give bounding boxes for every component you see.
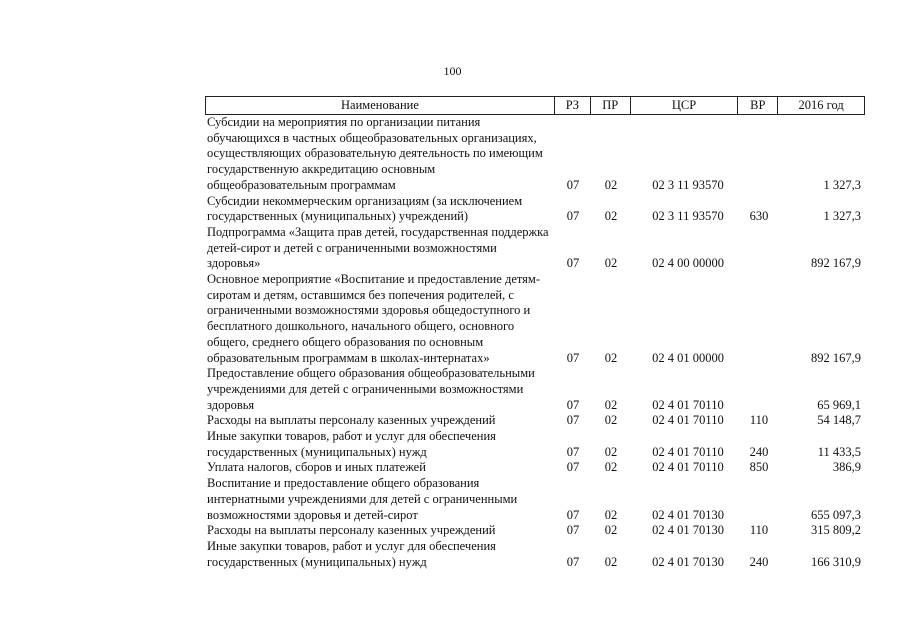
row-csr: 02 4 01 00000 (652, 350, 724, 365)
row-pr: 02 (604, 350, 618, 365)
row-sum: 1 327,3 (823, 177, 861, 192)
row-pr: 02 (604, 209, 618, 224)
row-vr: 630 (749, 209, 769, 224)
row-rz: 07 (566, 350, 580, 365)
header-name: Наименование (206, 97, 555, 114)
row-sum: 386,9 (832, 460, 861, 475)
row-sum: 892 167,9 (811, 350, 861, 365)
row-vr: 110 (749, 413, 769, 428)
row-name: Расходы на выплаты персоналу казенных учреждений (207, 413, 496, 428)
row-vr: 240 (749, 554, 769, 569)
row-rz: 07 (566, 413, 580, 428)
table-row (205, 194, 865, 225)
table-row (205, 366, 865, 413)
row-csr: 02 3 11 93570 (652, 177, 724, 192)
row-rz: 07 (566, 397, 580, 412)
row-sum: 54 148,7 (817, 413, 861, 428)
row-pr: 02 (604, 507, 618, 522)
row-csr: 02 3 11 93570 (652, 209, 724, 224)
header-rz: РЗ (555, 97, 591, 114)
page-number: 100 (443, 64, 462, 78)
row-sum: 315 809,2 (811, 523, 861, 538)
row-rz: 07 (566, 444, 580, 459)
row-pr: 02 (604, 523, 618, 538)
row-name: Основное мероприятие «Воспитание и предоставление детям-сиротам и детям, оставшимся без попечения родителей, с ограниченными возможностями здоровья общедоступного и бесплатного дошкольного, начального общего, основного общего, среднего общего образования по основным образовательным программам в школах-интернатах» (207, 272, 541, 365)
row-vr: 850 (749, 460, 769, 475)
row-name: Уплата налогов, сборов и иных платежей (207, 460, 426, 475)
table-row (205, 460, 865, 476)
row-pr: 02 (604, 397, 618, 412)
row-name: Воспитание и предоставление общего образования интернатными учреждениями для детей с ограниченными возможностями здоровья и детей-сирот (207, 476, 518, 522)
row-sum: 65 969,1 (817, 397, 861, 412)
row-csr: 02 4 01 70110 (652, 460, 724, 475)
row-csr: 02 4 01 70130 (652, 523, 724, 538)
row-csr: 02 4 01 70130 (652, 507, 724, 522)
budget-table (205, 96, 865, 570)
row-csr: 02 4 01 70110 (652, 413, 724, 428)
row-vr: 110 (749, 523, 769, 538)
row-name: Субсидии на мероприятия по организации питания обучающихся в частных общеобразовательных организациях, осуществляющих образовательную деятельность по имеющим государственную аккредитацию основным общеобразовательным программам (207, 115, 543, 192)
table-header (205, 96, 865, 115)
row-pr: 02 (604, 177, 618, 192)
row-sum: 11 433,5 (817, 444, 861, 459)
table-row (205, 539, 865, 570)
row-pr: 02 (604, 460, 618, 475)
row-sum: 892 167,9 (811, 256, 861, 271)
row-pr: 02 (604, 413, 618, 428)
table-row (205, 476, 865, 523)
row-vr: 240 (749, 444, 769, 459)
row-rz: 07 (566, 256, 580, 271)
table-row (205, 225, 865, 272)
row-rz: 07 (566, 554, 580, 569)
row-name: Субсидии некоммерческим организациям (за исключением государственных (муниципальных) учреждений) (207, 193, 523, 224)
row-name: Предоставление общего образования общеобразовательными учреждениями для детей с ограниченными возможностями здоровья (207, 366, 535, 412)
row-pr: 02 (604, 444, 618, 459)
row-rz: 07 (566, 460, 580, 475)
row-csr: 02 4 01 70130 (652, 554, 724, 569)
row-rz: 07 (566, 209, 580, 224)
header-year: 2016 год (798, 98, 844, 112)
row-pr: 02 (604, 256, 618, 271)
row-sum: 166 310,9 (811, 554, 861, 569)
row-name: Иные закупки товаров, работ и услуг для обеспечения государственных (муниципальных) нужд (207, 538, 496, 569)
table-row (205, 429, 865, 460)
table-body (205, 115, 865, 570)
table-row (205, 413, 865, 429)
row-name: Иные закупки товаров, работ и услуг для обеспечения государственных (муниципальных) нужд (207, 429, 496, 459)
row-name: Расходы на выплаты персоналу казенных учреждений (207, 523, 496, 538)
table-row (205, 272, 865, 366)
row-rz: 07 (566, 177, 580, 192)
header-csr: ЦСР (631, 97, 739, 114)
row-name: Подпрограмма «Защита прав детей, государственная поддержка детей-сирот и детей с ограниченными возможностями здоровья» (207, 224, 549, 271)
row-csr: 02 4 01 70110 (652, 444, 724, 459)
table-row (205, 115, 865, 194)
header-vr: ВР (738, 97, 778, 114)
row-rz: 07 (566, 523, 580, 538)
row-csr: 02 4 01 70110 (652, 397, 724, 412)
row-sum: 655 097,3 (811, 507, 861, 522)
table-row (205, 523, 865, 539)
row-sum: 1 327,3 (823, 209, 861, 224)
header-pr: ПР (591, 97, 631, 114)
row-csr: 02 4 00 00000 (652, 256, 724, 271)
row-rz: 07 (566, 507, 580, 522)
row-pr: 02 (604, 554, 618, 569)
